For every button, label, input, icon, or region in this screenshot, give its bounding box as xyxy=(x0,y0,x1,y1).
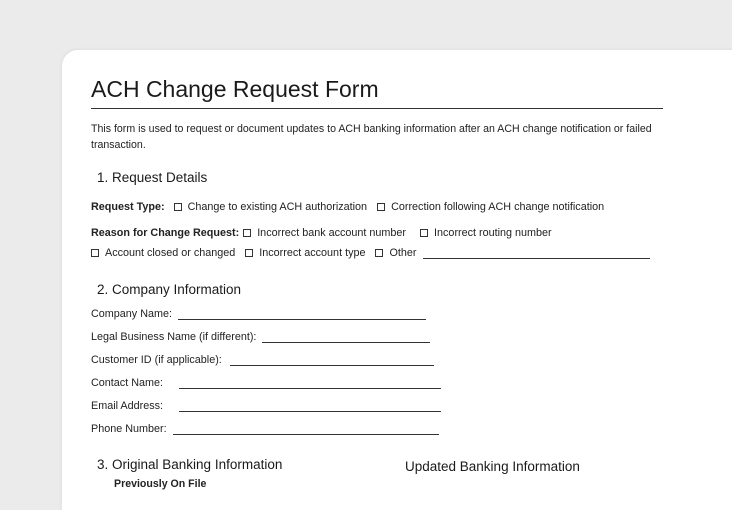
title-divider xyxy=(91,108,663,109)
reason-option-account-type[interactable] xyxy=(245,247,365,259)
email-address-field xyxy=(91,400,441,412)
section-request-details-heading: 1. Request Details xyxy=(97,170,208,185)
checkbox[interactable] xyxy=(243,229,251,237)
request-type-row xyxy=(91,201,614,213)
contact-name-field xyxy=(91,377,441,389)
legal-business-name-field xyxy=(91,331,430,343)
checkbox[interactable] xyxy=(375,249,383,257)
option-label: Account closed or changed xyxy=(105,247,236,259)
form-sheet xyxy=(62,50,732,510)
checkbox[interactable] xyxy=(377,203,385,211)
checkbox[interactable] xyxy=(91,249,99,257)
option-label: Change to existing ACH authorization xyxy=(187,201,368,213)
form-title: ACH Change Request Form xyxy=(91,76,379,102)
customer-id-input[interactable] xyxy=(230,355,434,366)
reason-label: Reason for Change Request: xyxy=(91,227,240,239)
reason-option-account-closed[interactable] xyxy=(91,247,235,259)
request-type-option-change[interactable] xyxy=(174,201,367,213)
other-reason-input[interactable] xyxy=(423,248,650,259)
checkbox[interactable] xyxy=(174,203,182,211)
previously-on-file-label: Previously On File xyxy=(114,478,207,490)
customer-id-field xyxy=(91,354,434,366)
field-label: Phone Number: xyxy=(91,423,167,435)
reason-row-1 xyxy=(91,227,562,239)
updated-banking-heading: Updated Banking Information xyxy=(405,459,580,474)
checkbox[interactable] xyxy=(245,249,253,257)
contact-name-input[interactable] xyxy=(179,378,441,389)
field-label: Customer ID (if applicable): xyxy=(91,354,222,366)
reason-option-other[interactable] xyxy=(375,247,416,259)
section-company-info-heading: 2. Company Information xyxy=(97,282,242,297)
field-label: Company Name: xyxy=(91,308,173,320)
option-label: Incorrect routing number xyxy=(434,227,552,239)
company-name-field xyxy=(91,308,426,320)
section-original-banking-heading: 3. Original Banking Information xyxy=(97,457,283,472)
request-type-label: Request Type: xyxy=(91,201,165,213)
option-label: Incorrect bank account number xyxy=(257,227,407,239)
field-label: Legal Business Name (if different): xyxy=(91,331,257,343)
checkbox[interactable] xyxy=(420,229,428,237)
option-label: Incorrect account type xyxy=(259,247,366,259)
form-intro: This form is used to request or document updates to ACH banking information after an ACH change notification or failed transaction. xyxy=(91,123,652,151)
reason-row-2 xyxy=(91,247,650,259)
phone-number-field xyxy=(91,423,439,435)
option-label: Other xyxy=(389,247,417,259)
field-label: Contact Name: xyxy=(91,377,164,389)
field-label: Email Address: xyxy=(91,400,164,412)
email-address-input[interactable] xyxy=(179,401,441,412)
legal-business-name-input[interactable] xyxy=(262,332,430,343)
reason-option-routing-number[interactable] xyxy=(420,227,552,239)
request-type-option-correction[interactable] xyxy=(377,201,604,213)
company-name-input[interactable] xyxy=(178,309,426,320)
phone-number-input[interactable] xyxy=(173,424,439,435)
reason-option-account-number[interactable] xyxy=(243,227,406,239)
option-label: Correction following ACH change notification xyxy=(391,201,605,213)
